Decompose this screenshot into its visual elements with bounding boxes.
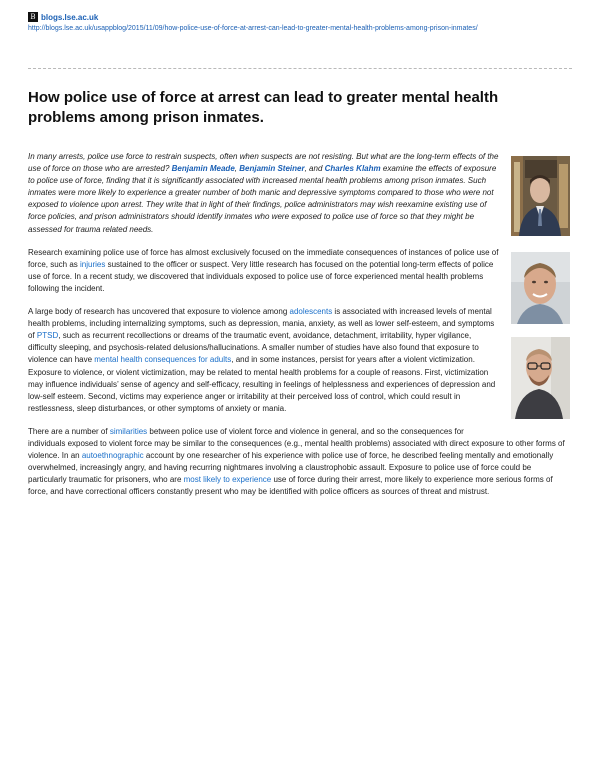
paragraph-text: account by one researcher of his experience with police use of force, he described feeling mentally and emotionally overwhelmed, increasingly angry, and having recurring nightmares involving a claustrophobic assault. Exposure to police use of force could be particularly traumatic for prisoners, who are [28, 451, 554, 485]
paragraph-text: , and in some instances, persist for years after a violent victimization. Exposure to violence, or violent victimization, may be related to mental health problems for a couple of reasons. First, victimization may influence individuals’ sense of agency and self-efficacy, resulting in feelings of helplessness and experiences of depression and low-self esteem. Second, victims may experience anger or irritability at their perceived loss of control, which could result in restlessness, sleep disturbances, or other symptoms of anxiety or mania. [28, 355, 496, 413]
paragraph-text: use of force during their arrest, more likely to experience more serious forms of force, and have correctional officers constantly present who may be identified with police officers as sources of threat and mistrust. [28, 475, 553, 497]
header-divider [28, 68, 572, 69]
article-title: How police use of force at arrest can lead to greater mental health problems among prison inmates. [28, 89, 499, 126]
lede-text: examine the effects of exposure to police use of force, finding that it is significantly associated with increased mental health problems among prison inmates. Such inmates were more likely to experience a greater number of both manic and depressive symptoms compared to those who were not exposed to violence upon arrest. They write that in light of their findings, police administrators may wish reexamine existing use of force policies, and prison administrators should identify inmates who were exposed to police use of force so that they might be assessed for trauma related needs. [28, 164, 497, 234]
link-ptsd[interactable]: PTSD [36, 331, 59, 341]
lede-text: , [234, 164, 240, 174]
lede-text: In many arrests, police use force to restrain suspects, often when suspects are not resisting. But what are the long-term effects of the use of force on those who are arrested? [28, 152, 499, 174]
paragraph-2 [28, 306, 572, 415]
page-header [28, 12, 576, 34]
article-lede [28, 151, 572, 236]
lse-logo-icon: B [28, 12, 38, 22]
author-photo-benjamin-steiner [511, 252, 570, 324]
author-link-benjamin-steiner[interactable]: Benjamin Steiner [239, 164, 305, 174]
link-injuries[interactable]: injuries [80, 259, 106, 269]
link-adolescents[interactable]: adolescents [289, 307, 333, 317]
paragraph-text: Research examining police use of force has almost exclusively focused on the immediate consequences of instances of police use of force, such as [28, 247, 499, 269]
link-similarities[interactable]: similarities [109, 426, 148, 436]
author-photo-benjamin-meade [511, 156, 570, 236]
link-most-likely-to-experience[interactable]: most likely to experience [183, 475, 272, 485]
author-photo-charles-klahm [511, 337, 570, 419]
paragraph-text: A large body of research has uncovered that exposure to violence among [28, 307, 290, 317]
source-url[interactable]: http://blogs.lse.ac.uk/usappblog/2015/11/09/how-police-use-of-force-at-arrest-can-lead-to-greater-mental-health-problems-among-prison-inmates/ [28, 25, 478, 32]
article-body [28, 151, 572, 509]
paragraph-1 [28, 247, 572, 295]
link-autoethnographic[interactable]: autoethnographic [81, 451, 144, 461]
author-link-benjamin-meade[interactable]: Benjamin Meade [171, 164, 235, 174]
paragraph-text: is associated with increased levels of mental health problems, including internalizing symptoms, such as depression, mania, anxiety, as well as lower self-esteem, and symptoms of [28, 307, 495, 341]
paragraph-text: between police use of violent force and violence in general, and so the consequences for individuals exposed to violent force may be similar to the consequences (e.g., mental health problems) associated with direct exposure to other forms of violence. In an [28, 426, 565, 461]
paragraph-3 [28, 426, 572, 499]
paragraph-text: sustained to the officer or suspect. Very little research has focused on the potential long-term effects of police use of force. In a recent study, we discovered that individuals exposed to police use of force experienced mental health problems following the incident. [28, 259, 494, 293]
paragraph-text: There are a number of [28, 426, 110, 436]
paragraph-text: , such as recurrent recollections or dreams of the traumatic event, avoidance, detachment, irritability, hyper vigilance, difficulty sleeping, and psychosis-related delusions/hallucinations. A smaller number of studies have also found that exposure to violence can have [28, 331, 479, 365]
link-mental-health-consequences-for-adults[interactable]: mental health consequences for adults [94, 355, 232, 365]
lede-text: , and [304, 164, 325, 174]
author-link-charles-klahm[interactable]: Charles Klahm [324, 164, 381, 174]
site-name[interactable]: blogs.lse.ac.uk [41, 12, 99, 22]
